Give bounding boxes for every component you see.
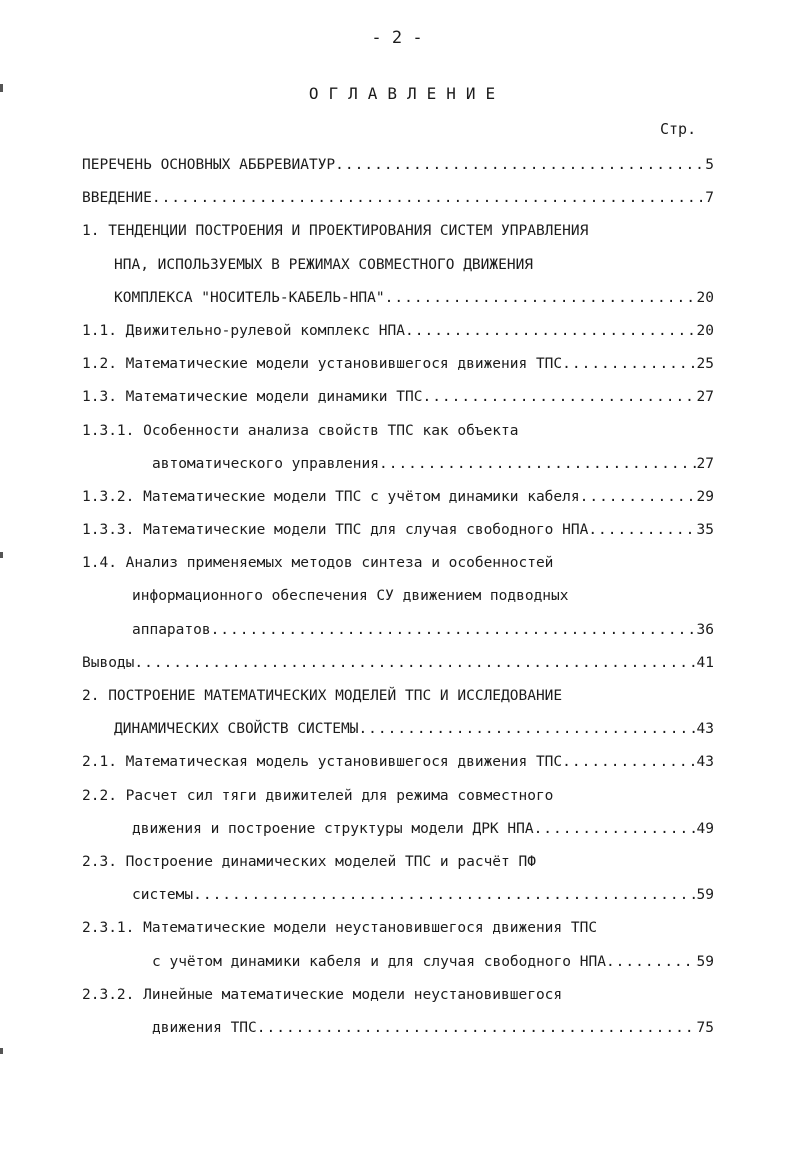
toc-entry-text: движения ТПС <box>152 1019 257 1036</box>
toc-leader-dots <box>562 746 696 779</box>
toc-page-number: 25 <box>696 356 714 373</box>
toc-entry <box>82 979 714 1012</box>
toc-leader-dots <box>152 182 705 215</box>
toc-entry <box>82 249 714 282</box>
toc-page-number: 27 <box>696 455 714 472</box>
toc-entry <box>82 614 714 647</box>
toc-leader-dots <box>562 348 696 381</box>
toc-entry-text: 2. ПОСТРОЕНИЕ МАТЕМАТИЧЕСКИХ МОДЕЛЕЙ ТПС И ИССЛЕДОВАНИЕ <box>82 688 563 704</box>
table-of-contents <box>82 149 714 1045</box>
toc-entry <box>82 780 714 813</box>
toc-entry-text: 2.1. Математическая модель установившегося движения ТПС <box>82 754 563 771</box>
toc-entry <box>82 481 714 514</box>
toc-leader-dots <box>534 813 697 846</box>
toc-leader-dots <box>385 282 697 315</box>
toc-entry-text: 1. ТЕНДЕНЦИИ ПОСТРОЕНИЯ И ПРОЕКТИРОВАНИЯ СИСТЕМ УПРАВЛЕНИЯ <box>82 223 589 240</box>
toc-page-number: 7 <box>705 190 714 207</box>
toc-page-number: 43 <box>696 721 714 738</box>
toc-page-number: 35 <box>696 522 714 539</box>
scan-edge-mark <box>0 552 3 558</box>
toc-entry-text: 2.3.2. Линейные математические модели неустановившегося <box>82 986 563 1003</box>
toc-page-number: 5 <box>705 157 714 173</box>
toc-entry <box>82 547 714 580</box>
toc-entry <box>82 315 714 348</box>
toc-entry-text: системы <box>132 887 194 904</box>
toc-page-number: 43 <box>696 754 714 771</box>
toc-page-number: 75 <box>696 1019 714 1036</box>
toc-entry-text: ВВЕДЕНИЕ <box>82 190 152 207</box>
toc-leader-dots <box>606 946 697 979</box>
toc-leader-dots <box>211 614 697 647</box>
toc-entry <box>82 946 714 979</box>
toc-entry-text: КОМПЛЕКСА "НОСИТЕЛЬ-КАБЕЛЬ-НПА" <box>114 289 385 306</box>
toc-entry <box>82 149 714 182</box>
toc-entry <box>82 680 714 713</box>
toc-entry-text: 1.2. Математические модели установившегося движения ТПС <box>82 356 563 373</box>
toc-entry <box>82 282 714 315</box>
toc-entry <box>82 381 714 414</box>
toc-entry-text: автоматического управления <box>152 455 379 472</box>
toc-entry <box>82 348 714 381</box>
toc-page-number: 41 <box>696 654 714 671</box>
toc-page-number: 59 <box>696 887 714 904</box>
toc-entry-text: НПА, ИСПОЛЬЗУЕМЫХ В РЕЖИМАХ СОВМЕСТНОГО ДВИЖЕНИЯ <box>114 256 534 273</box>
scan-edge-mark <box>0 1048 3 1054</box>
toc-leader-dots <box>335 149 705 182</box>
toc-leader-dots <box>193 879 696 912</box>
toc-entry <box>82 912 714 945</box>
toc-entry <box>82 746 714 779</box>
toc-entry <box>82 580 714 613</box>
toc-entry-text: 1.4. Анализ применяемых методов синтеза и особенностей <box>82 555 554 572</box>
toc-entry <box>82 879 714 912</box>
toc-page-number: 27 <box>696 389 714 406</box>
toc-entry <box>82 846 714 879</box>
toc-entry-text: 2.2. Расчет сил тяги движителей для режима совместного <box>82 787 554 804</box>
toc-leader-dots <box>405 315 697 348</box>
page-column-label: Стр. <box>660 120 697 138</box>
toc-entry-text: 1.3.2. Математические модели ТПС с учётом динамики кабеля <box>82 488 580 505</box>
page-title: ОГЛАВЛЕНИЕ <box>308 84 506 103</box>
toc-entry-text: с учётом динамики кабеля и для случая свободного НПА <box>152 953 606 970</box>
toc-page-number: 36 <box>696 621 714 638</box>
toc-leader-dots <box>257 1012 697 1045</box>
toc-entry-text: 1.3. Математические модели динамики ТПС <box>82 389 423 406</box>
toc-entry <box>82 813 714 846</box>
toc-entry <box>82 1012 714 1045</box>
toc-entry-text: 1.3.3. Математические модели ТПС для случая свободного НПА <box>82 522 589 539</box>
toc-entry <box>82 448 714 481</box>
toc-page-number: 29 <box>696 488 714 505</box>
toc-leader-dots <box>379 448 697 481</box>
toc-entry-text: ДИНАМИЧЕСКИХ СВОЙСТВ СИСТЕМЫ <box>114 721 359 738</box>
page-number: - 2 - <box>371 28 423 48</box>
toc-entry-text: 1.3.1. Особенности анализа свойств ТПС как объекта <box>82 422 519 439</box>
toc-entry-text: 1.1. Движительно-рулевой комплекс НПА <box>82 322 406 339</box>
toc-page-number: 20 <box>696 322 714 339</box>
toc-entry <box>82 182 714 215</box>
toc-entry <box>82 415 714 448</box>
toc-entry-text: аппаратов <box>132 621 211 638</box>
toc-leader-dots <box>358 713 696 746</box>
toc-entry-text: 2.3. Построение динамических моделей ТПС и расчёт ПФ <box>82 853 536 870</box>
toc-entry <box>82 514 714 547</box>
toc-leader-dots <box>588 514 696 547</box>
toc-entry <box>82 215 714 248</box>
toc-entry-text: информационного обеспечения СУ движением подводных <box>132 588 569 605</box>
toc-page-number: 20 <box>696 289 714 306</box>
toc-leader-dots <box>422 381 696 414</box>
toc-page-number: 59 <box>696 953 714 970</box>
toc-leader-dots <box>580 481 697 514</box>
toc-page-number: 49 <box>696 820 714 837</box>
toc-leader-dots <box>134 647 696 680</box>
toc-entry <box>82 647 714 680</box>
toc-entry <box>82 713 714 746</box>
toc-entry-text: движения и построение структуры модели ДРК НПА <box>132 820 534 837</box>
toc-entry-text: 2.3.1. Математические модели неустановившегося движения ТПС <box>82 920 598 937</box>
toc-entry-text: Выводы <box>82 654 135 671</box>
toc-entry-text: ПЕРЕЧЕНЬ ОСНОВНЫХ АББРЕВИАТУР <box>82 157 336 173</box>
scan-edge-mark <box>0 84 3 92</box>
